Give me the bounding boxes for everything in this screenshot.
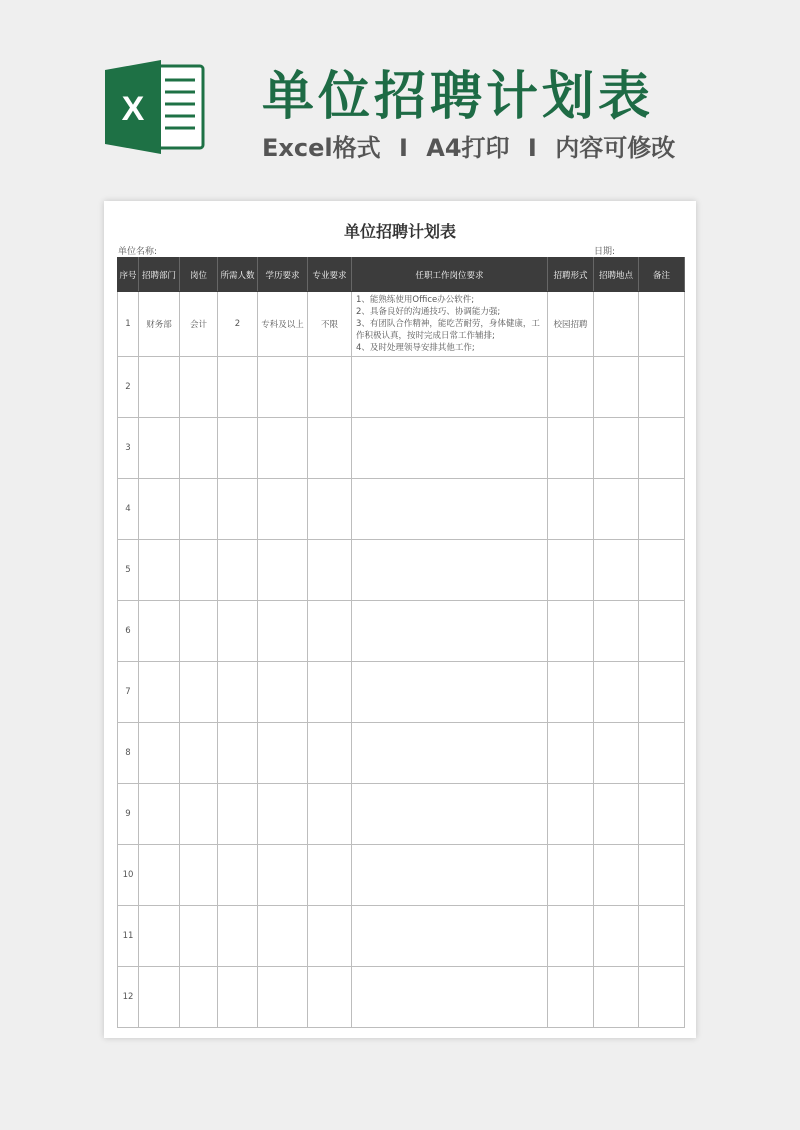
requirements-cell[interactable] bbox=[352, 479, 548, 540]
header-cell: 岗位 bbox=[180, 258, 218, 292]
major-cell[interactable] bbox=[308, 784, 352, 845]
header-cell: 招聘地点 bbox=[594, 258, 639, 292]
education-cell[interactable] bbox=[258, 540, 308, 601]
recruit-place-cell[interactable] bbox=[594, 601, 639, 662]
major-cell[interactable] bbox=[308, 601, 352, 662]
education-cell[interactable] bbox=[258, 906, 308, 967]
requirements-cell[interactable] bbox=[352, 967, 548, 1028]
row-number-cell[interactable]: 7 bbox=[118, 662, 139, 723]
excel-logo-icon bbox=[103, 58, 207, 156]
recruitment-table bbox=[117, 257, 685, 1028]
recruit-form-cell[interactable] bbox=[548, 601, 594, 662]
note-cell[interactable] bbox=[639, 845, 685, 906]
table-row bbox=[118, 845, 685, 906]
table-row bbox=[118, 967, 685, 1028]
table-row bbox=[118, 540, 685, 601]
subtitle-separator: I bbox=[527, 134, 537, 162]
education-cell[interactable] bbox=[258, 357, 308, 418]
banner-subtitle bbox=[262, 128, 742, 163]
requirements-cell[interactable] bbox=[352, 662, 548, 723]
major-cell[interactable] bbox=[308, 723, 352, 784]
recruit-form-cell[interactable]: 校园招聘 bbox=[548, 292, 594, 357]
promo-banner bbox=[0, 0, 800, 190]
recruit-place-cell[interactable] bbox=[594, 723, 639, 784]
dept-cell[interactable] bbox=[139, 662, 180, 723]
post-cell[interactable] bbox=[180, 784, 218, 845]
requirements-cell[interactable] bbox=[352, 292, 548, 357]
dept-cell[interactable] bbox=[139, 357, 180, 418]
banner-title: 单位招聘计划表 bbox=[262, 67, 655, 127]
table-row bbox=[118, 662, 685, 723]
post-cell[interactable]: 会计 bbox=[180, 292, 218, 357]
post-cell[interactable] bbox=[180, 906, 218, 967]
education-cell[interactable] bbox=[258, 967, 308, 1028]
table-row bbox=[118, 357, 685, 418]
note-cell[interactable] bbox=[639, 540, 685, 601]
note-cell[interactable] bbox=[639, 967, 685, 1028]
recruit-form-cell[interactable] bbox=[548, 845, 594, 906]
recruit-place-cell[interactable] bbox=[594, 479, 639, 540]
note-cell[interactable] bbox=[639, 662, 685, 723]
education-cell[interactable]: 专科及以上 bbox=[258, 292, 308, 357]
table-row bbox=[118, 784, 685, 845]
header-cell: 专业要求 bbox=[308, 258, 352, 292]
requirement-line: 2、具备良好的沟通技巧、协调能力强; bbox=[356, 307, 501, 317]
table-row bbox=[118, 601, 685, 662]
row-number-cell[interactable]: 5 bbox=[118, 540, 139, 601]
note-cell[interactable] bbox=[639, 723, 685, 784]
document-sheet bbox=[104, 201, 696, 1038]
education-cell[interactable] bbox=[258, 845, 308, 906]
row-number-cell[interactable]: 9 bbox=[118, 784, 139, 845]
post-cell[interactable] bbox=[180, 357, 218, 418]
row-number-cell[interactable]: 4 bbox=[118, 479, 139, 540]
header-cell: 学历要求 bbox=[258, 258, 308, 292]
table-row bbox=[118, 479, 685, 540]
requirements-cell[interactable] bbox=[352, 357, 548, 418]
dept-cell[interactable] bbox=[139, 906, 180, 967]
recruit-form-cell[interactable] bbox=[548, 723, 594, 784]
document-title: 单位招聘计划表 bbox=[343, 222, 456, 241]
recruit-place-cell[interactable] bbox=[594, 418, 639, 479]
count-cell[interactable] bbox=[218, 723, 258, 784]
table-row bbox=[118, 418, 685, 479]
date-label: 日期: bbox=[594, 247, 616, 257]
dept-cell[interactable] bbox=[139, 784, 180, 845]
logo-letter: X bbox=[121, 90, 145, 128]
table-header-row bbox=[118, 258, 685, 292]
post-cell[interactable] bbox=[180, 662, 218, 723]
recruit-form-cell[interactable] bbox=[548, 540, 594, 601]
requirements-cell[interactable] bbox=[352, 601, 548, 662]
recruit-place-cell[interactable] bbox=[594, 540, 639, 601]
note-cell[interactable] bbox=[639, 784, 685, 845]
count-cell[interactable] bbox=[218, 967, 258, 1028]
count-cell[interactable] bbox=[218, 662, 258, 723]
header-cell: 任职工作岗位要求 bbox=[352, 258, 548, 292]
row-number-cell[interactable]: 8 bbox=[118, 723, 139, 784]
count-cell[interactable] bbox=[218, 479, 258, 540]
major-cell[interactable] bbox=[308, 418, 352, 479]
recruit-place-cell[interactable] bbox=[594, 784, 639, 845]
row-number-cell[interactable]: 1 bbox=[118, 292, 139, 357]
recruit-form-cell[interactable] bbox=[548, 357, 594, 418]
education-cell[interactable] bbox=[258, 784, 308, 845]
requirements-cell[interactable] bbox=[352, 723, 548, 784]
dept-cell[interactable] bbox=[139, 601, 180, 662]
header-cell: 招聘形式 bbox=[548, 258, 594, 292]
dept-cell[interactable] bbox=[139, 418, 180, 479]
count-cell[interactable] bbox=[218, 906, 258, 967]
education-cell[interactable] bbox=[258, 662, 308, 723]
dept-cell[interactable] bbox=[139, 540, 180, 601]
row-number-cell[interactable]: 3 bbox=[118, 418, 139, 479]
recruit-place-cell[interactable] bbox=[594, 967, 639, 1028]
dept-cell[interactable] bbox=[139, 845, 180, 906]
requirements-cell[interactable] bbox=[352, 845, 548, 906]
education-cell[interactable] bbox=[258, 601, 308, 662]
count-cell[interactable] bbox=[218, 845, 258, 906]
recruit-form-cell[interactable] bbox=[548, 418, 594, 479]
table-row bbox=[118, 723, 685, 784]
count-cell[interactable] bbox=[218, 540, 258, 601]
post-cell[interactable] bbox=[180, 723, 218, 784]
count-cell[interactable] bbox=[218, 601, 258, 662]
dept-cell[interactable]: 财务部 bbox=[139, 292, 180, 357]
requirement-line: 1、能熟练使用Office办公软件; bbox=[356, 295, 475, 305]
dept-cell[interactable] bbox=[139, 967, 180, 1028]
recruit-place-cell[interactable] bbox=[594, 906, 639, 967]
count-cell[interactable] bbox=[218, 784, 258, 845]
major-cell[interactable] bbox=[308, 540, 352, 601]
major-cell[interactable] bbox=[308, 906, 352, 967]
dept-cell[interactable] bbox=[139, 479, 180, 540]
header-cell: 备注 bbox=[639, 258, 685, 292]
post-cell[interactable] bbox=[180, 418, 218, 479]
recruit-form-cell[interactable] bbox=[548, 906, 594, 967]
table-row bbox=[118, 906, 685, 967]
recruit-form-cell[interactable] bbox=[548, 662, 594, 723]
education-cell[interactable] bbox=[258, 418, 308, 479]
row-number-cell[interactable]: 6 bbox=[118, 601, 139, 662]
header-cell: 所需人数 bbox=[218, 258, 258, 292]
row-number-cell[interactable]: 10 bbox=[118, 845, 139, 906]
major-cell[interactable] bbox=[308, 479, 352, 540]
subtitle-part: Excel格式 bbox=[262, 134, 381, 162]
note-cell[interactable] bbox=[639, 292, 685, 357]
post-cell[interactable] bbox=[180, 540, 218, 601]
post-cell[interactable] bbox=[180, 845, 218, 906]
requirement-line: 4、及时处理领导安排其他工作; bbox=[356, 343, 475, 353]
requirements-cell[interactable] bbox=[352, 540, 548, 601]
row-number-cell[interactable]: 11 bbox=[118, 906, 139, 967]
post-cell[interactable] bbox=[180, 601, 218, 662]
recruit-place-cell[interactable] bbox=[594, 357, 639, 418]
count-cell[interactable] bbox=[218, 418, 258, 479]
subtitle-part: 内容可修改 bbox=[555, 134, 676, 162]
recruit-place-cell[interactable] bbox=[594, 292, 639, 357]
major-cell[interactable] bbox=[308, 845, 352, 906]
requirements-cell[interactable] bbox=[352, 784, 548, 845]
note-cell[interactable] bbox=[639, 418, 685, 479]
count-cell[interactable]: 2 bbox=[218, 292, 258, 357]
note-cell[interactable] bbox=[639, 357, 685, 418]
requirements-cell[interactable] bbox=[352, 906, 548, 967]
education-cell[interactable] bbox=[258, 723, 308, 784]
major-cell[interactable] bbox=[308, 357, 352, 418]
major-cell[interactable] bbox=[308, 662, 352, 723]
recruit-form-cell[interactable] bbox=[548, 784, 594, 845]
row-number-cell[interactable]: 2 bbox=[118, 357, 139, 418]
recruit-form-cell[interactable] bbox=[548, 479, 594, 540]
post-cell[interactable] bbox=[180, 967, 218, 1028]
requirements-cell[interactable] bbox=[352, 418, 548, 479]
unit-name-label: 单位名称: bbox=[118, 247, 158, 257]
dept-cell[interactable] bbox=[139, 723, 180, 784]
requirement-line: 3、有团队合作精神，能吃苦耐劳，身体健康，工作积极认真，按时完成日常工作辅排; bbox=[356, 319, 540, 341]
header-cell: 招聘部门 bbox=[139, 258, 180, 292]
subtitle-part: A4打印 bbox=[426, 134, 510, 162]
note-cell[interactable] bbox=[639, 479, 685, 540]
education-cell[interactable] bbox=[258, 479, 308, 540]
table-row bbox=[118, 292, 685, 357]
recruit-place-cell[interactable] bbox=[594, 845, 639, 906]
recruit-place-cell[interactable] bbox=[594, 662, 639, 723]
count-cell[interactable] bbox=[218, 357, 258, 418]
major-cell[interactable]: 不限 bbox=[308, 292, 352, 357]
post-cell[interactable] bbox=[180, 479, 218, 540]
subtitle-separator: I bbox=[398, 134, 408, 162]
header-cell: 序号 bbox=[118, 258, 139, 292]
note-cell[interactable] bbox=[639, 906, 685, 967]
major-cell[interactable] bbox=[308, 967, 352, 1028]
note-cell[interactable] bbox=[639, 601, 685, 662]
row-number-cell[interactable]: 12 bbox=[118, 967, 139, 1028]
recruit-form-cell[interactable] bbox=[548, 967, 594, 1028]
